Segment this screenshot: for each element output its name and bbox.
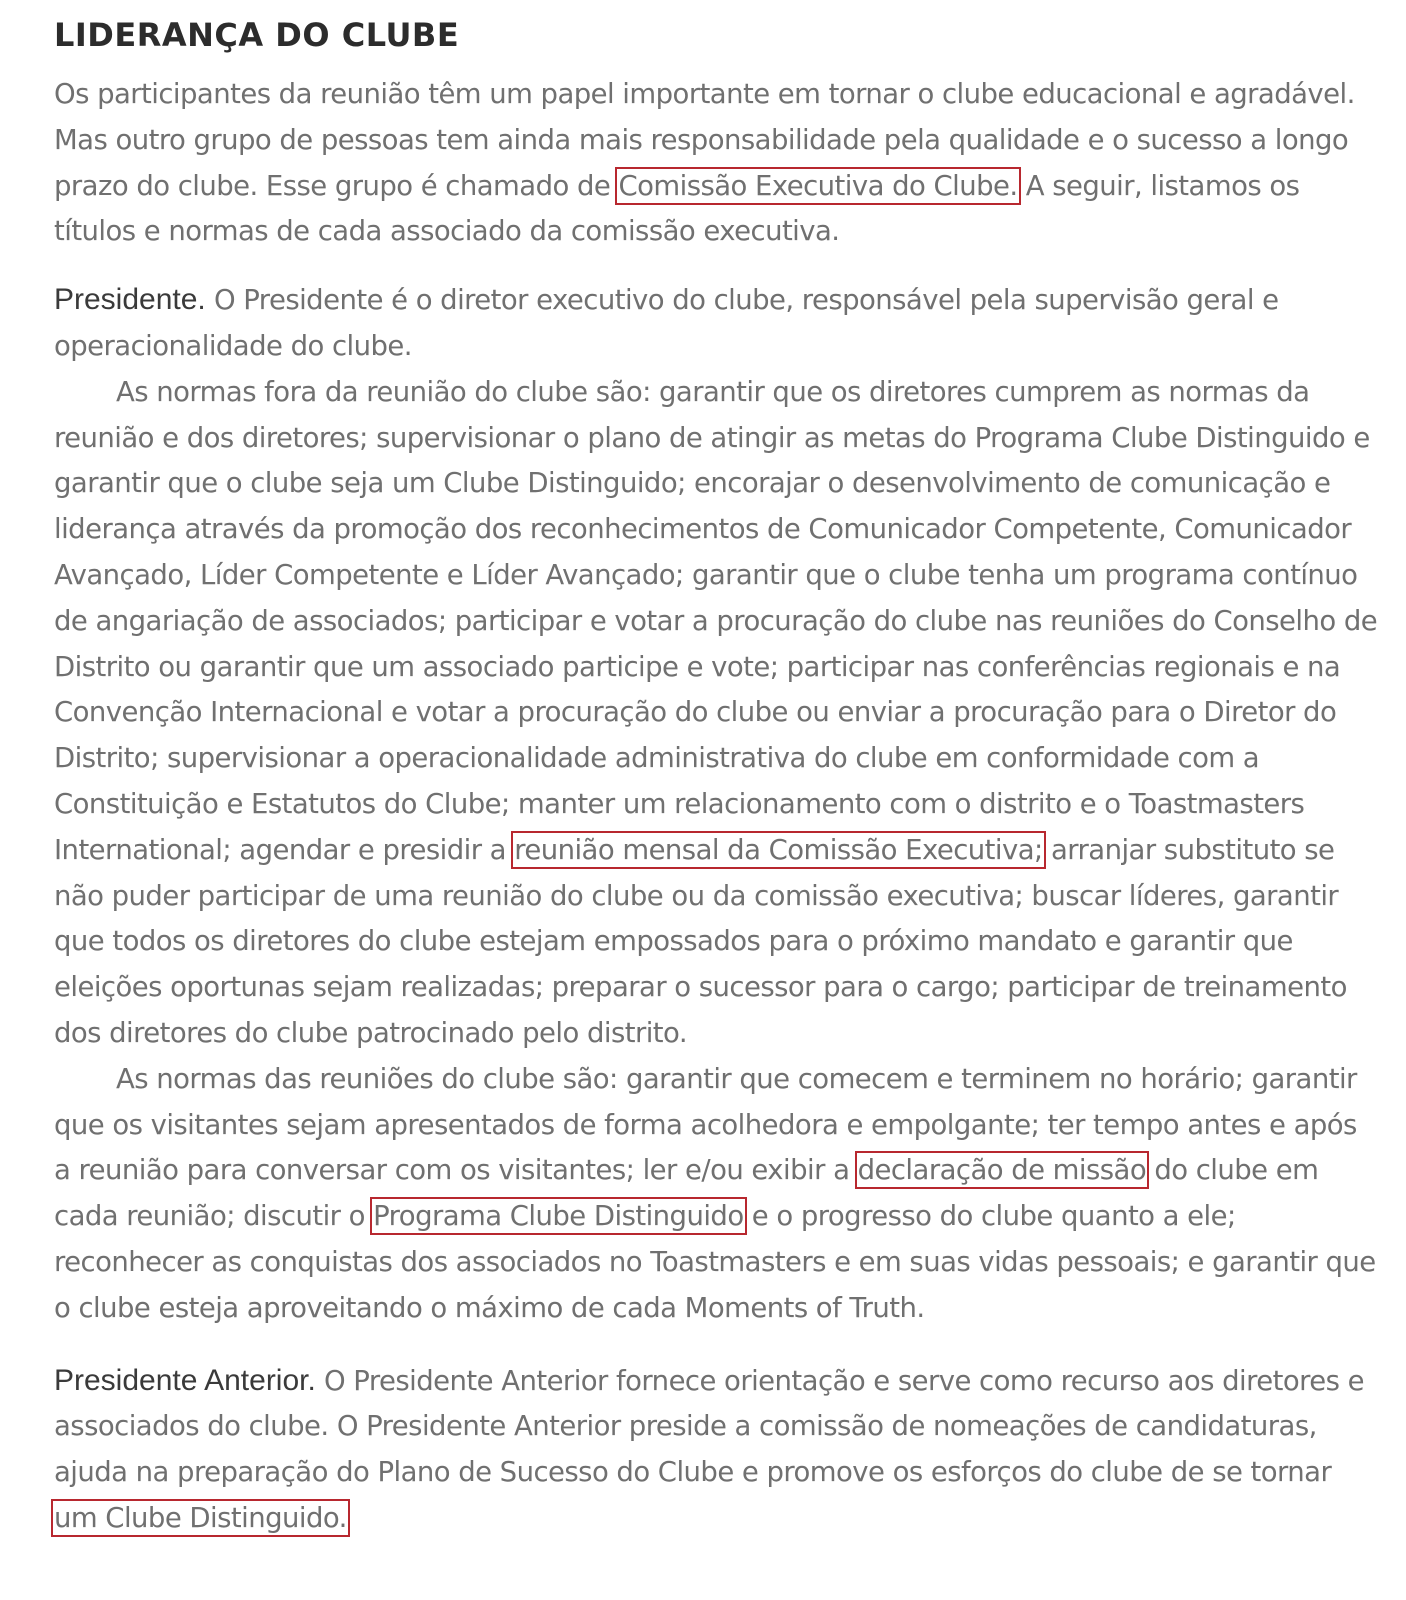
spacer bbox=[54, 1332, 1379, 1358]
document-page bbox=[54, 12, 1379, 1542]
past-president-text: O Presidente Anterior fornece orientação e serve como recurso aos diretores e associados do clube. O Presidente Anterior preside a comissão de nomeações de candidaturas, ajuda na preparação do Plano de Sucesso do Clube e promove os esforços do clube de se tornar bbox=[54, 1364, 1364, 1489]
president-paragraph bbox=[54, 277, 1379, 370]
past-president-paragraph bbox=[54, 1358, 1379, 1542]
meeting-duties-text-middle: do clube em cada reunião; discutir o bbox=[54, 1154, 1319, 1233]
president-summary: O Presidente é o diretor executivo do clube, responsável pela supervisão geral e operacionalidade do clube. bbox=[54, 284, 1279, 362]
highlight-monthly-meeting: reunião mensal da Comissão Executiva; bbox=[514, 833, 1043, 866]
outside-duties-paragraph bbox=[54, 370, 1379, 1057]
intro-text-end: A seguir, listamos os títulos e normas de cada associado da comissão executiva. bbox=[54, 169, 1300, 248]
spacer bbox=[54, 255, 1379, 277]
highlight-distinguished-club: um Clube Distinguido. bbox=[54, 1501, 347, 1534]
outside-duties-text: As normas fora da reunião do clube são: garantir que os diretores cumprem as normas da reunião e dos diretores; supervisionar o plano de atingir as metas do Programa Clube Distinguido e garantir que o clube seja um Clube Distinguido; encorajar o desenvolvimento de comunicação e liderança através da promoção dos reconhecimentos de Comunicador Competente, Comunicador Avançado, Líder Competente e Líder Avançado; garantir que o clube tenha um programa contínuo de angariação de associados; participar e votar a procuração do clube nas reuniões do Conselho de Distrito ou garantir que um associado participe e vote; participar nas conferências regionais e na Convenção Internacional e votar a procuração do clube ou enviar a procuração para o Diretor do Distrito; supervisionar a operacionalidade administrativa do clube em conformidade com a Constituição e Estatutos do Clube; manter um relacionamento com o distrito e o Toastmasters International; agendar e presidir a bbox=[54, 375, 1378, 866]
meeting-duties-text-end: e o progresso do clube quanto a ele; reconhecer as conquistas dos associados no Toastmasters e em suas vidas pessoais; e garantir que o clube esteja aproveitando o máximo de cada Moments of Truth. bbox=[54, 1200, 1376, 1324]
meeting-duties-paragraph bbox=[54, 1057, 1379, 1332]
meeting-duties-text: As normas das reuniões do clube são: garantir que comecem e terminem no horário; garantir que os visitantes sejam apresentados de forma acolhedora e empolgante; ter tempo antes e após a reunião para conversar com os visitantes; ler e/ou exibir a bbox=[54, 1062, 1357, 1187]
highlight-distinguished-program: Programa Clube Distinguido bbox=[373, 1200, 744, 1233]
intro-text: Os participantes da reunião têm um papel importante em tornar o clube educacional e agradável. Mas outro grupo de pessoas tem ainda mais responsabilidade pela qualidade e o sucesso a longo prazo do clube. Esse grupo é chamado de bbox=[54, 78, 1355, 202]
highlight-mission-statement: declaração de missão bbox=[857, 1154, 1147, 1187]
president-title: Presidente. bbox=[54, 283, 206, 317]
outside-duties-text-end: arranjar substituto se não puder participar de uma reunião do clube ou da comissão executiva; buscar líderes, garantir que todos os diretores do clube estejam empossados para o próximo mandato e garantir que eleições oportunas sejam realizadas; preparar o sucessor para o cargo; participar de treinamento dos diretores do clube patrocinado pelo distrito. bbox=[54, 833, 1347, 1049]
past-president-title: Presidente Anterior. bbox=[54, 1363, 316, 1397]
intro-paragraph bbox=[54, 72, 1379, 255]
page-title: LIDERANÇA DO CLUBE bbox=[54, 16, 460, 54]
highlight-executive-committee: Comissão Executiva do Clube. bbox=[618, 169, 1018, 202]
